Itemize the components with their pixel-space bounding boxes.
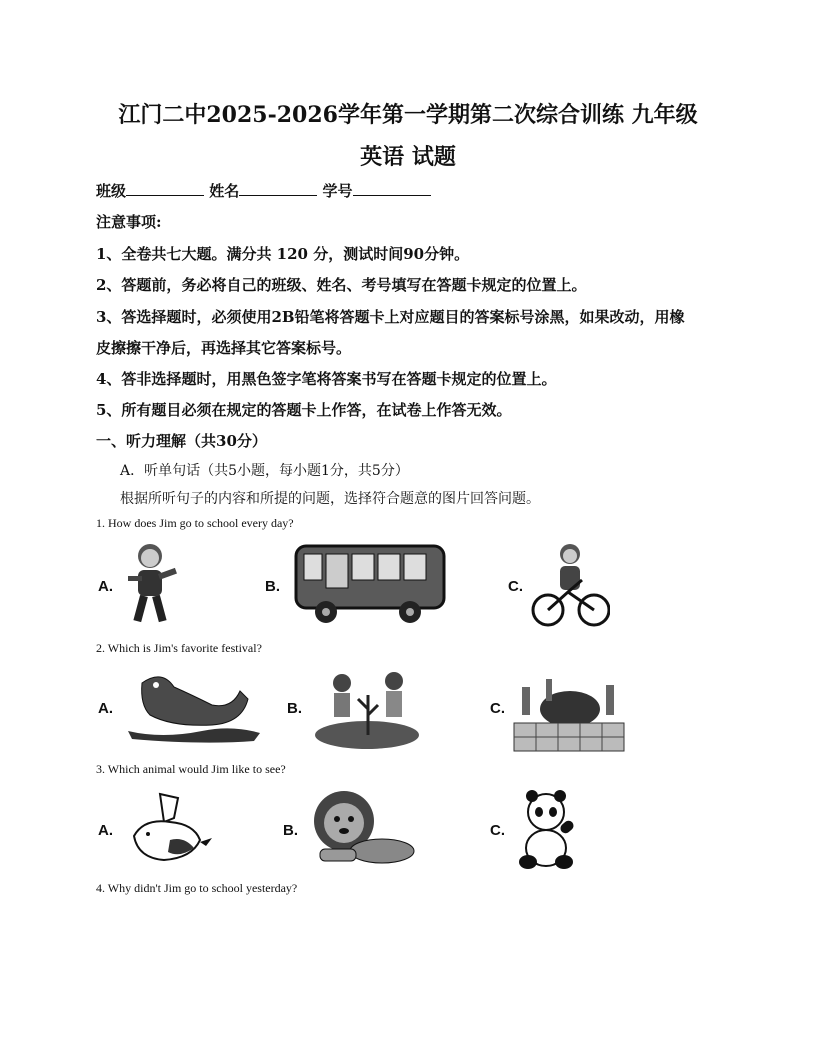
option-label: A. [98, 578, 113, 595]
option-label: A. [98, 700, 113, 717]
walking-boy-picture [122, 540, 182, 628]
note-item: 皮擦擦干净后，再选择其它答案标号。 [96, 339, 352, 357]
question-text: 1. How does Jim go to school every day? [96, 516, 294, 530]
class-label: 班级 [96, 182, 127, 200]
name-label: 姓名 [209, 182, 240, 200]
number-label: 学号 [322, 182, 353, 200]
note-item: 5、所有题目必须在规定的答题卡上作答，在试卷上作答无效。 [96, 401, 512, 419]
option-label: C. [508, 578, 523, 595]
section-heading: 一、听力理解（共30分） [96, 432, 267, 450]
class-blank [126, 181, 204, 196]
part-a-instruction: 根据所听句子的内容和所提的问题，选择符合题意的图片回答问题。 [120, 491, 540, 507]
lion-picture [306, 785, 418, 870]
cycling-boy-picture [530, 540, 610, 630]
option-label: B. [287, 700, 302, 717]
question-text: 4. Why didn't Jim go to school yesterday? [96, 881, 298, 895]
thanksgiving-picture [512, 665, 627, 753]
option-label: B. [283, 822, 298, 839]
option-label: C. [490, 700, 505, 717]
question-text: 2. Which is Jim's favorite festival? [96, 641, 262, 655]
notes-heading: 注意事项: [96, 213, 162, 231]
panda-picture [512, 788, 582, 870]
note-item: 2、答题前，务必将自己的班级、姓名、考号填写在答题卡规定的位置上。 [96, 276, 587, 294]
bird-picture [124, 788, 214, 868]
dragon-boat-picture [122, 665, 267, 745]
option-label: C. [490, 822, 505, 839]
note-item: 1、全卷共七大题。满分共 120 分，测试时间90分钟。 [96, 245, 470, 263]
option-label: B. [265, 578, 280, 595]
name-blank [239, 181, 317, 196]
tree-planting-picture [312, 665, 422, 750]
note-item: 3、答选择题时，必须使用2B铅笔将答题卡上对应题目的答案标号涂黑，如果改动，用橡 [96, 308, 685, 326]
student-info-line [96, 180, 431, 201]
option-label: A. [98, 822, 113, 839]
part-a-heading: A．听单句话（共5小题，每小题1分，共5分） [120, 463, 409, 479]
bus-picture [292, 540, 447, 625]
page-title: 江门二中2025-2026学年第一学期第二次综合训练 九年级 [118, 102, 698, 128]
note-item: 4、答非选择题时，用黑色签字笔将答案书写在答题卡规定的位置上。 [96, 370, 557, 388]
number-blank [353, 181, 431, 196]
page-subtitle: 英语 试题 [360, 144, 456, 170]
question-text: 3. Which animal would Jim like to see? [96, 762, 286, 776]
